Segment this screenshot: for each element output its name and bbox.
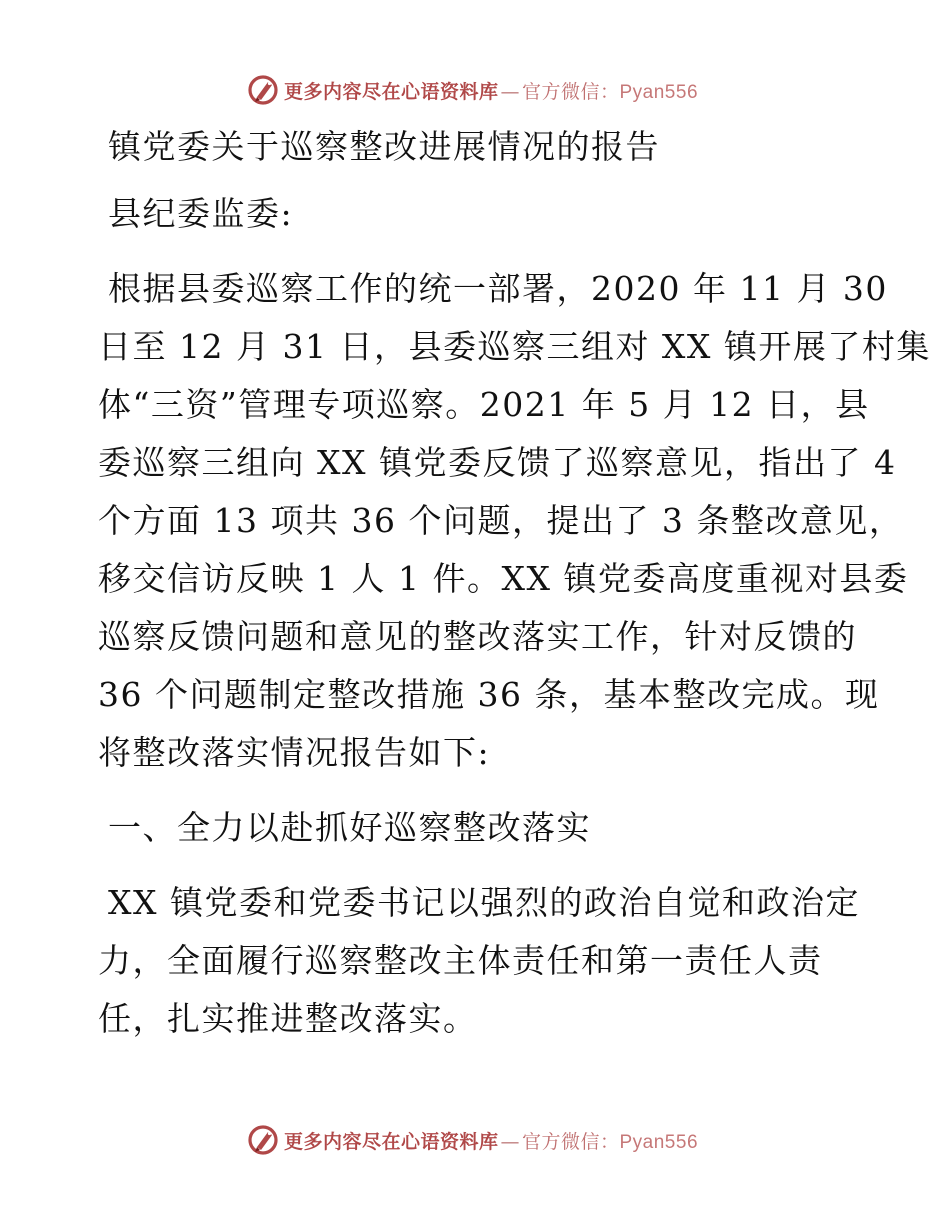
paragraph-line: 根据县委巡察工作的统一部署，2020 年 11 月 30 xyxy=(108,269,888,308)
watermark-sub: 官方微信： xyxy=(521,80,620,103)
watermark-main: 更多内容尽在心语资料库 xyxy=(283,1130,499,1153)
paragraph-line: 日至 12 月 31 日，县委巡察三组对 XX 镇开展了村集 xyxy=(98,327,931,366)
pen-logo-icon xyxy=(246,1123,280,1157)
document-title: 镇党委关于巡察整改进展情况的报告 xyxy=(108,127,660,166)
paragraph-line: 任，扎实推进整改落实。 xyxy=(98,999,478,1038)
paragraph-line: 力，全面履行巡察整改主体责任和第一责任人责 xyxy=(98,941,823,980)
paragraph-line: 个方面 13 项共 36 个问题，提出了 3 条整改意见， xyxy=(98,501,904,540)
document-body xyxy=(98,118,931,1048)
paragraph-line: 将整改落实情况报告如下: xyxy=(98,733,491,772)
paragraph-line: 委巡察三组向 XX 镇党委反馈了巡察意见，指出了 4 xyxy=(98,443,897,482)
paragraph-line: 巡察反馈问题和意见的整改落实工作，针对反馈的 xyxy=(98,617,857,656)
watermark-text xyxy=(284,1127,698,1154)
watermark-sub: 官方微信： xyxy=(521,1130,620,1153)
watermark-group xyxy=(246,1123,698,1157)
paragraph-line: 移交信访反映 1 人 1 件。XX 镇党委高度重视对县委 xyxy=(98,559,909,598)
paragraph-line: XX 镇党委和党委书记以强烈的政治自觉和政治定 xyxy=(108,883,860,922)
paragraph-line: 36 个问题制定整改措施 36 条，基本整改完成。现 xyxy=(98,675,880,714)
watermark-dash: — xyxy=(500,1130,520,1153)
watermark-id: Pyan556 xyxy=(619,81,699,103)
paragraph-1 xyxy=(98,260,931,782)
watermark-header xyxy=(0,68,950,112)
watermark-group xyxy=(246,73,698,107)
pen-logo-icon xyxy=(246,73,280,107)
watermark-footer xyxy=(0,1118,950,1162)
paragraph-line: 体“三资”管理专项巡察。2021 年 5 月 12 日，县 xyxy=(98,385,870,424)
watermark-id: Pyan556 xyxy=(619,1131,699,1153)
paragraph-2 xyxy=(98,874,868,1048)
section-heading-1: 一、全力以赴抓好巡察整改落实 xyxy=(108,808,591,847)
watermark-main: 更多内容尽在心语资料库 xyxy=(283,80,499,103)
watermark-text xyxy=(284,77,698,104)
addressee: 县纪委监委: xyxy=(108,194,294,233)
watermark-dash: — xyxy=(500,80,520,103)
